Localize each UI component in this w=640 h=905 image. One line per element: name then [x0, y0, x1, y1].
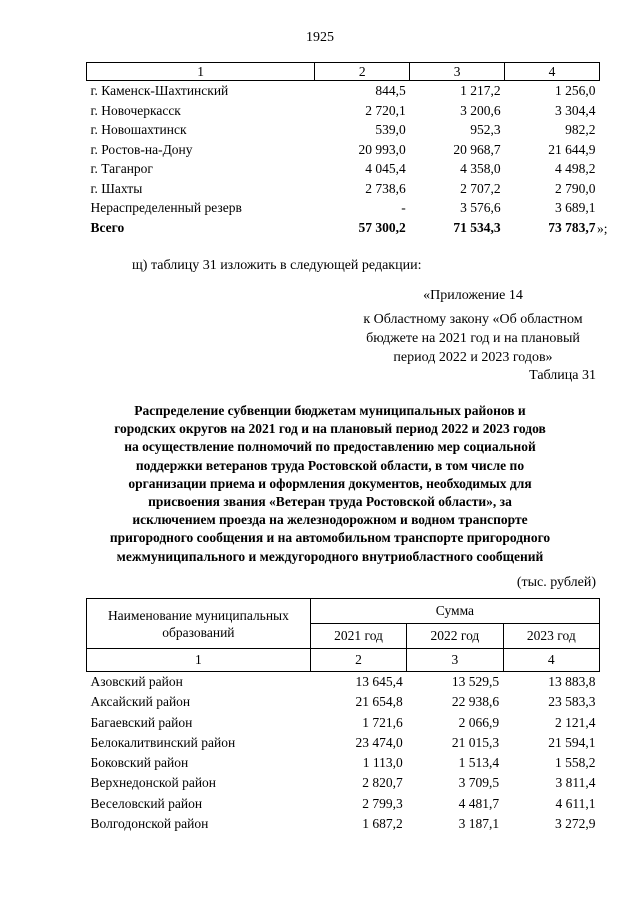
table-heading [92, 402, 568, 566]
name-cell: г. Новочеркасск [90, 102, 181, 118]
column-index-row [87, 649, 600, 672]
value-cell: 13 529,5 [451, 674, 500, 689]
heading-line: поддержки ветеранов труда Ростовской области, в том числе по [135, 457, 525, 473]
value-cell: 22 938,6 [451, 694, 500, 710]
value-cell: 2 121,4 [555, 714, 596, 730]
table-number: Таблица 31 [529, 368, 596, 383]
total-value: 57 300,2 [358, 219, 406, 235]
value-cell: 1 256,0 [555, 83, 596, 98]
table-row [87, 140, 600, 160]
header-cell: 1 [87, 63, 315, 81]
heading-line: на осуществление полномочий по предоставлению мер социальной [124, 439, 536, 455]
name-cell: г. Таганрог [90, 161, 153, 176]
index-cell: 1 [87, 649, 311, 672]
value-cell: 952,3 [470, 122, 501, 137]
name-cell: г. Шахты [90, 180, 143, 196]
table-row [87, 159, 600, 179]
value-cell: 23 474,0 [355, 734, 403, 750]
value-cell: 539,0 [375, 122, 406, 137]
value-cell: 2 707,2 [460, 180, 501, 196]
value-cell: 3 689,1 [555, 200, 596, 215]
units-label: (тыс. рублей) [516, 575, 596, 590]
heading-line: городских округов на 2021 год и на плановый период 2022 и 2023 годов [114, 421, 546, 437]
total-row [87, 218, 600, 238]
value-cell: 2 720,1 [365, 102, 406, 118]
table-row [87, 814, 600, 834]
value-cell: 20 993,0 [358, 141, 406, 157]
page-number: 1925 [306, 30, 334, 45]
table-row [87, 692, 600, 712]
heading-line: Распределение субвенции бюджетам муниципальных районов и [134, 403, 526, 418]
value-cell: 21 654,8 [355, 694, 403, 710]
name-cell: Аксайский район [90, 694, 191, 710]
value-cell: 3 272,9 [555, 816, 596, 832]
total-value: 71 534,3 [453, 219, 501, 235]
table-row [87, 794, 600, 814]
column-header-name: Наименование муниципальных образований [87, 599, 311, 649]
value-cell: 4 611,1 [555, 795, 596, 811]
table-31 [86, 598, 600, 834]
value-cell: 20 968,7 [453, 141, 501, 157]
value-cell: 4 498,2 [555, 161, 596, 176]
appendix-subtitle-line: к Областному закону «Об областном [363, 312, 583, 327]
value-cell: 3 304,4 [555, 102, 596, 118]
index-cell: 4 [503, 649, 599, 672]
name-cell: г. Новошахтинск [90, 122, 187, 137]
value-cell: 21 594,1 [548, 734, 596, 750]
value-cell: 1 687,2 [362, 816, 403, 832]
value-cell: 2 066,9 [458, 714, 500, 730]
header-cell: 3 [410, 63, 505, 81]
appendix-title: «Приложение 14 [423, 288, 523, 303]
total-label: Всего [90, 219, 125, 235]
value-cell: 4 358,0 [460, 161, 501, 176]
value-cell: 2 738,6 [365, 180, 406, 196]
name-cell: Веселовский район [90, 795, 203, 811]
column-header-year: 2021 год [310, 624, 406, 649]
previous-table-header [87, 63, 600, 81]
heading-line: межмуниципального и междугородного внутриобластного сообщений [116, 548, 544, 564]
value-cell: 21 015,3 [451, 734, 500, 750]
column-header-year: 2023 год [503, 624, 599, 649]
value-cell: 21 644,9 [548, 141, 596, 157]
value-cell: 844,5 [375, 83, 406, 98]
name-cell: Багаевский район [90, 714, 193, 730]
value-cell: 1 217,2 [460, 83, 501, 98]
value-cell: 13 645,4 [355, 674, 403, 689]
instruction-text: щ) таблицу 31 изложить в следующей редакции: [132, 258, 422, 273]
name-cell: Волгодонской район [90, 816, 209, 832]
header-cell: 4 [505, 63, 600, 81]
appendix-subtitle-line: бюджете на 2021 год и на плановый [366, 331, 580, 346]
table-row [87, 713, 600, 733]
column-header-sum: Сумма [310, 599, 599, 624]
total-value: 73 783,7 [548, 219, 596, 235]
table-row [87, 179, 600, 199]
name-cell: Нераспределенный резерв [90, 200, 242, 215]
table-row [87, 198, 600, 218]
value-cell: 1 513,4 [458, 755, 500, 771]
value-cell: 4 481,7 [458, 795, 500, 811]
heading-line: исключением проезда на железнодорожном и водном транспорте [132, 512, 528, 528]
table-row [87, 120, 600, 140]
table-row [87, 753, 600, 773]
table-row [87, 101, 600, 121]
value-cell: 4 045,4 [365, 161, 406, 176]
value-cell: 2 790,0 [555, 180, 596, 196]
name-cell: Боковский район [90, 755, 189, 771]
value-cell: 2 820,7 [362, 775, 403, 791]
table-row [87, 672, 600, 693]
value-cell: 3 709,5 [458, 775, 500, 791]
value-cell: 3 811,4 [555, 775, 596, 791]
heading-line: организации приема и оформления документов, необходимых для [128, 475, 532, 491]
name-cell: Белокалитвинский район [90, 734, 236, 750]
appendix-subtitle-line: период 2022 и 2023 годов» [393, 350, 553, 365]
value-cell: 3 576,6 [460, 200, 501, 215]
total-suffix: »; [597, 221, 608, 236]
name-cell: г. Каменск-Шахтинский [90, 83, 229, 98]
table-row [87, 733, 600, 753]
name-cell: Верхнедонской район [90, 775, 217, 791]
value-cell: 13 883,8 [548, 674, 596, 689]
value-cell: 982,2 [565, 122, 596, 137]
appendix-block [343, 286, 603, 367]
value-cell: 3 200,6 [460, 102, 501, 118]
value-cell: 1 113,0 [362, 755, 403, 771]
table-row [87, 773, 600, 793]
header-cell: 2 [315, 63, 410, 81]
index-cell: 2 [310, 649, 406, 672]
name-cell: г. Ростов-на-Дону [90, 141, 193, 157]
index-cell: 3 [407, 649, 503, 672]
heading-line: пригородного сообщения и на автомобильном транспорте пригородного [109, 530, 551, 546]
value-cell: 2 799,3 [362, 795, 403, 811]
value-cell: 1 721,6 [362, 714, 403, 730]
previous-table [86, 62, 600, 237]
value-cell: 3 187,1 [458, 816, 500, 832]
column-header-year: 2022 год [407, 624, 503, 649]
heading-line: присвоения звания «Ветеран труда Ростовской области», за [148, 494, 512, 510]
value-cell: - [401, 200, 406, 215]
table-row [87, 81, 600, 101]
value-cell: 23 583,3 [548, 694, 596, 710]
value-cell: 1 558,2 [555, 755, 596, 771]
name-cell: Азовский район [90, 674, 183, 689]
